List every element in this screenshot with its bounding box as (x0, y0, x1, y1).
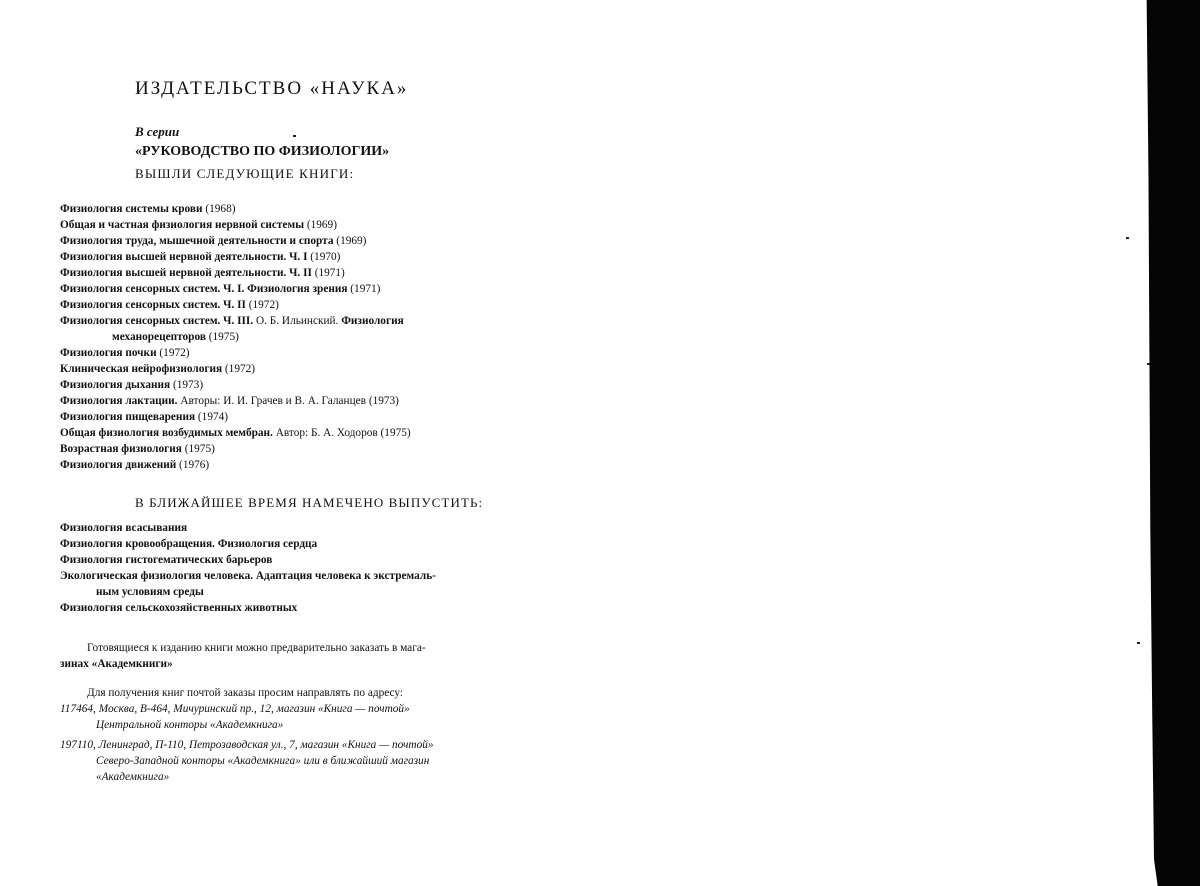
upcoming-books-list (60, 520, 538, 616)
book-entry: Возрастная физиология (1975) (60, 443, 215, 455)
address-line: 117464, Москва, В-464, Мичуринский пр., 12, магазин «Книга — почтой» (60, 703, 410, 715)
print-speck (1126, 237, 1129, 239)
preorder-note-line: Готовящиеся к изданию книги можно предварительно заказать в мага- (87, 642, 426, 654)
book-entry: Физиология почки (1972) (60, 347, 190, 359)
book-entry: Общая физиология возбудимых мембран. Автор: Б. А. Ходоров (1975) (60, 427, 411, 439)
series-label: В серии (135, 124, 180, 139)
book-entry: Физиология сенсорных систем. Ч. III. О. Б. Ильинский. Физиология (60, 315, 404, 327)
book-entry: Физиология сенсорных систем. Ч. I. Физиология зрения (1971) (60, 283, 381, 295)
upcoming-entry: Физиология всасывания (60, 522, 188, 534)
address-line: 197110, Ленинград, П-110, Петрозаводская ул., 7, магазин «Книга — почтой» (60, 739, 434, 751)
book-entry-continuation: механорецепторов (1975) (112, 331, 239, 343)
upcoming-heading: В БЛИЖАЙШЕЕ ВРЕМЯ НАМЕЧЕНО ВЫПУСТИТЬ: (135, 495, 484, 510)
upcoming-entry-continuation: ным условиям среды (96, 586, 204, 598)
publisher-heading: ИЗДАТЕЛЬСТВО «НАУКА» (135, 78, 409, 99)
book-entry: Физиология системы крови (1968) (60, 203, 236, 215)
preorder-note-line: зинах «Академкниги» (60, 658, 173, 670)
mail-order-note (60, 685, 538, 785)
mail-order-intro: Для получения книг почтой заказы просим направлять по адресу: (87, 687, 404, 699)
upcoming-entry: Экологическая физиология человека. Адаптация человека к экстремаль- (60, 570, 436, 582)
book-entry: Физиология высшей нервной деятельности. Ч. II (1971) (60, 267, 345, 279)
upcoming-entry: Физиология кровообращения. Физиология сердца (60, 538, 318, 550)
address-line: «Академкнига» (96, 771, 170, 783)
series-title: «РУКОВОДСТВО ПО ФИЗИОЛОГИИ» (135, 144, 390, 159)
book-entry: Клиническая нейрофизиология (1972) (60, 363, 256, 375)
scan-edge-shadow (1108, 0, 1200, 886)
published-heading: ВЫШЛИ СЛЕДУЮЩИЕ КНИГИ: (135, 166, 355, 181)
book-entry: Физиология дыхания (1973) (60, 379, 204, 391)
published-books-list (60, 201, 538, 473)
print-speck (1137, 642, 1140, 644)
upcoming-entry: Физиология сельскохозяйственных животных (60, 602, 298, 614)
address-line: Северо-Западной конторы «Академкнига» или в ближайший магазин (96, 755, 430, 767)
book-entry: Физиология высшей нервной деятельности. Ч. I (1970) (60, 251, 341, 263)
preorder-note (60, 640, 538, 672)
book-entry: Физиология сенсорных систем. Ч. II (1972) (60, 299, 279, 311)
book-entry: Физиология труда, мышечной деятельности и спорта (1969) (60, 235, 367, 247)
book-entry: Физиология лактации. Авторы: И. И. Грачев и В. А. Галанцев (1973) (60, 395, 399, 407)
address-line: Центральной конторы «Академкнига» (96, 719, 284, 731)
book-entry: Физиология пищеварения (1974) (60, 411, 229, 423)
book-entry: Физиология движений (1976) (60, 459, 210, 471)
book-entry: Общая и частная физиология нервной системы (1969) (60, 219, 337, 231)
upcoming-entry: Физиология гистогематических барьеров (60, 554, 273, 566)
print-speck (293, 135, 296, 137)
